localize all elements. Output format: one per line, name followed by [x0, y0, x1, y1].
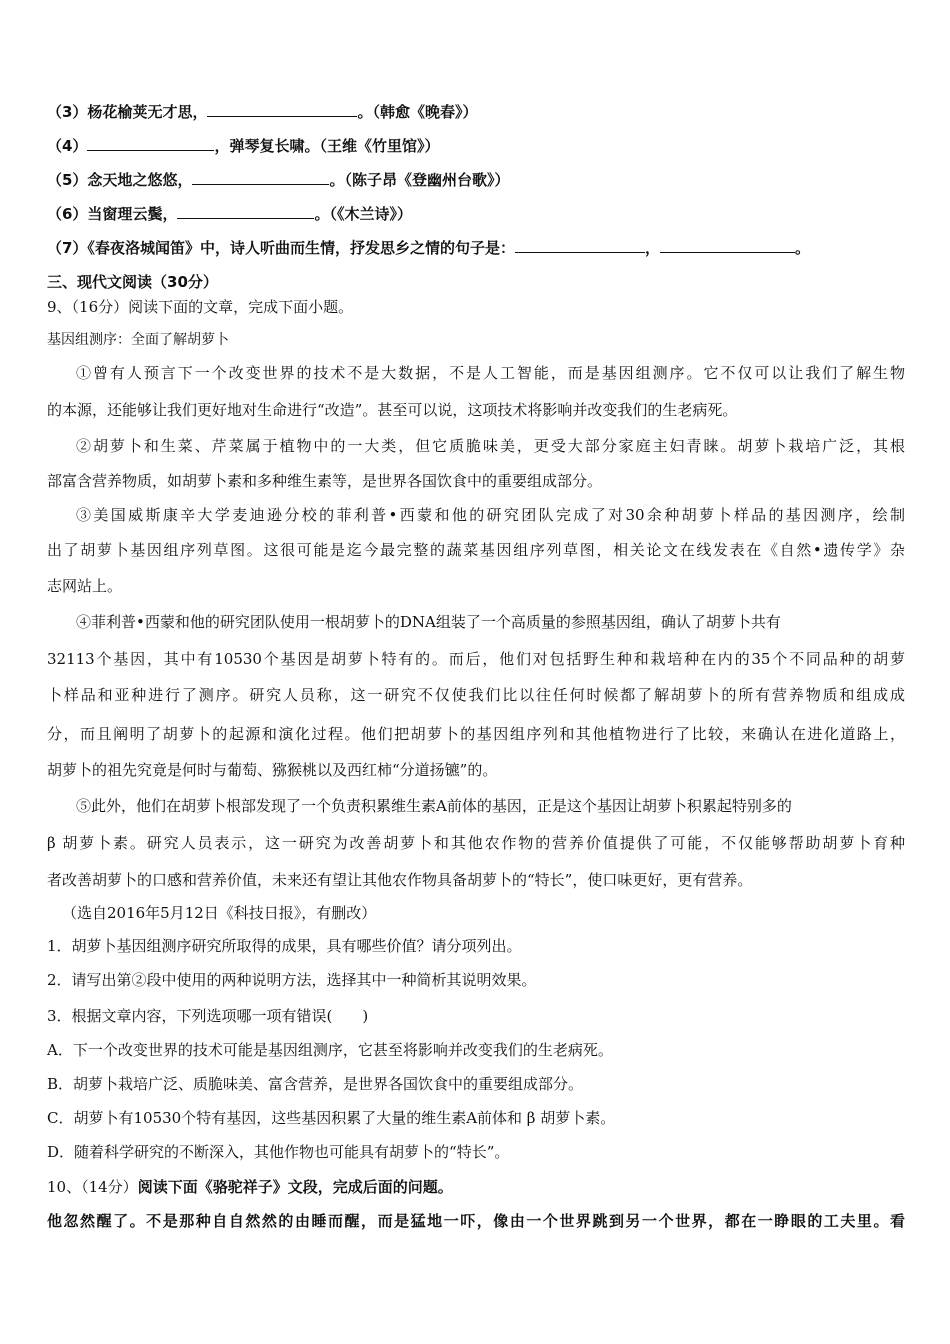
article-line: ③美国威斯康辛大学麦迪逊分校的菲利普•西蒙和他的研究团队完成了对30余种胡萝卜样品的基因测序，绘制 [76, 506, 905, 524]
article-line: 志网站上。 [47, 577, 123, 595]
poem-text: （5）念天地之悠悠， [47, 171, 193, 189]
poem-source: 。（陈子昂《登幽州台歌》） [329, 171, 510, 189]
poem-7 [47, 238, 810, 258]
answer-blank[interactable] [660, 238, 795, 253]
section-title: 三、现代文阅读（30分） [47, 273, 218, 291]
option-c: C．胡萝卜有10530个特有基因，这些基因积累了大量的维生素A前体和 β 胡萝卜素。 [47, 1109, 616, 1127]
q10-text-line: 他忽然醒了。不是那种自自然然的由睡而醒，而是猛地一吓，像由一个世界跳到另一个世界，都在一睁眼的工夫里。看 [47, 1212, 905, 1230]
poem-text: （6）当窗理云鬓， [47, 205, 178, 223]
article-line: ④菲利普•西蒙和他的研究团队使用一根胡萝卜的DNA组装了一个高质量的参照基因组，确认了胡萝卜共有 [76, 613, 781, 631]
q10-instruction: 阅读下面《骆驼祥子》文段，完成后面的问题。 [137, 1178, 453, 1196]
q10-number: 10、（14分） [47, 1178, 138, 1196]
period: 。 [794, 239, 810, 257]
option-a: A．下一个改变世界的技术可能是基因组测序，它甚至将影响并改变我们的生老病死。 [47, 1041, 613, 1059]
option-b: B．胡萝卜栽培广泛、质脆味美、富含营养，是世界各国饮食中的重要组成部分。 [47, 1075, 584, 1093]
article-line: 32113个基因，其中有10530个基因是胡萝卜特有的。而后，他们对包括野生种和栽培种在内的35个不同品种的胡萝 [47, 650, 905, 668]
article-line: 分，而且阐明了胡萝卜的起源和演化过程。他们把胡萝卜的基因组序列和其他植物进行了比较，来确认在进化道路上， [47, 725, 905, 743]
question-1: 1．胡萝卜基因组测序研究所取得的成果，具有哪些价值？请分项列出。 [47, 937, 522, 955]
poem-text: （3）杨花榆荚无才思， [47, 103, 208, 121]
poem-4 [47, 136, 439, 156]
article-line: ①曾有人预言下一个改变世界的技术不是大数据，不是人工智能，而是基因组测序。它不仅可以让我们了解生物 [76, 364, 905, 382]
poem-text: （4） [47, 137, 88, 155]
separator: ， [644, 239, 660, 257]
poem-5 [47, 170, 509, 190]
article-line: 部富含营养物质，如胡萝卜素和多种维生素等，是世界各国饮食中的重要组成部分。 [47, 472, 603, 490]
article-line: 者改善胡萝卜的口感和营养价值，未来还有望让其他农作物具备胡萝卜的“特长”，使口味更好，更有营养。 [47, 871, 753, 889]
poem-source: 。（韩愈《晚春》） [357, 103, 478, 121]
q9-header: 9、（16分）阅读下面的文章，完成下面小题。 [47, 298, 354, 316]
answer-blank[interactable] [515, 238, 645, 253]
article-title: 基因组测序：全面了解胡萝卜 [47, 332, 229, 348]
poem-text: （7）《春夜洛城闻笛》中，诗人听曲而生情，抒发思乡之情的句子是： [47, 239, 515, 257]
answer-blank[interactable] [87, 136, 214, 151]
poem-6 [47, 204, 412, 224]
answer-blank[interactable] [207, 102, 357, 117]
article-source: （选自2016年5月12日《科技日报》，有删改） [62, 904, 377, 922]
article-line: β 胡萝卜素。研究人员表示，这一研究为改善胡萝卜和其他农作物的营养价值提供了可能，不仅能够帮助胡萝卜育种 [47, 834, 905, 852]
article-line: ⑤此外，他们在胡萝卜根部发现了一个负责积累维生素A前体的基因，正是这个基因让胡萝卜积累起特别多的 [76, 797, 792, 815]
article-line: 卜样品和亚种进行了测序。研究人员称，这一研究不仅使我们比以往任何时候都了解胡萝卜的所有营养物质和组成成 [47, 686, 905, 704]
q10-header [47, 1177, 453, 1197]
question-3: 3．根据文章内容，下列选项哪一项有错误( ) [47, 1007, 369, 1025]
article-line: 胡萝卜的祖先究竟是何时与葡萄、猕猴桃以及西红柿“分道扬镳”的。 [47, 761, 498, 779]
option-d: D．随着科学研究的不断深入，其他作物也可能具有胡萝卜的“特长”。 [47, 1143, 510, 1161]
answer-blank[interactable] [177, 204, 314, 219]
article-line: 的本源，还能够让我们更好地对生命进行“改造”。甚至可以说，这项技术将影响并改变我们的生老病死。 [47, 401, 738, 419]
poem-source: 。（《木兰诗》） [314, 205, 412, 223]
poem-source: ，弹琴复长啸。（王维《竹里馆》） [214, 137, 440, 155]
poem-3 [47, 102, 477, 122]
article-line: 出了胡萝卜基因组序列草图。这很可能是迄今最完整的蔬菜基因组序列草图，相关论文在线发表在《自然•遗传学》杂 [47, 541, 905, 559]
question-2: 2．请写出第②段中使用的两种说明方法，选择其中一种简析其说明效果。 [47, 971, 537, 989]
article-line: ②胡萝卜和生菜、芹菜属于植物中的一大类，但它质脆味美，更受大部分家庭主妇青睐。胡萝卜栽培广泛，其根 [76, 437, 905, 455]
answer-blank[interactable] [192, 170, 329, 185]
